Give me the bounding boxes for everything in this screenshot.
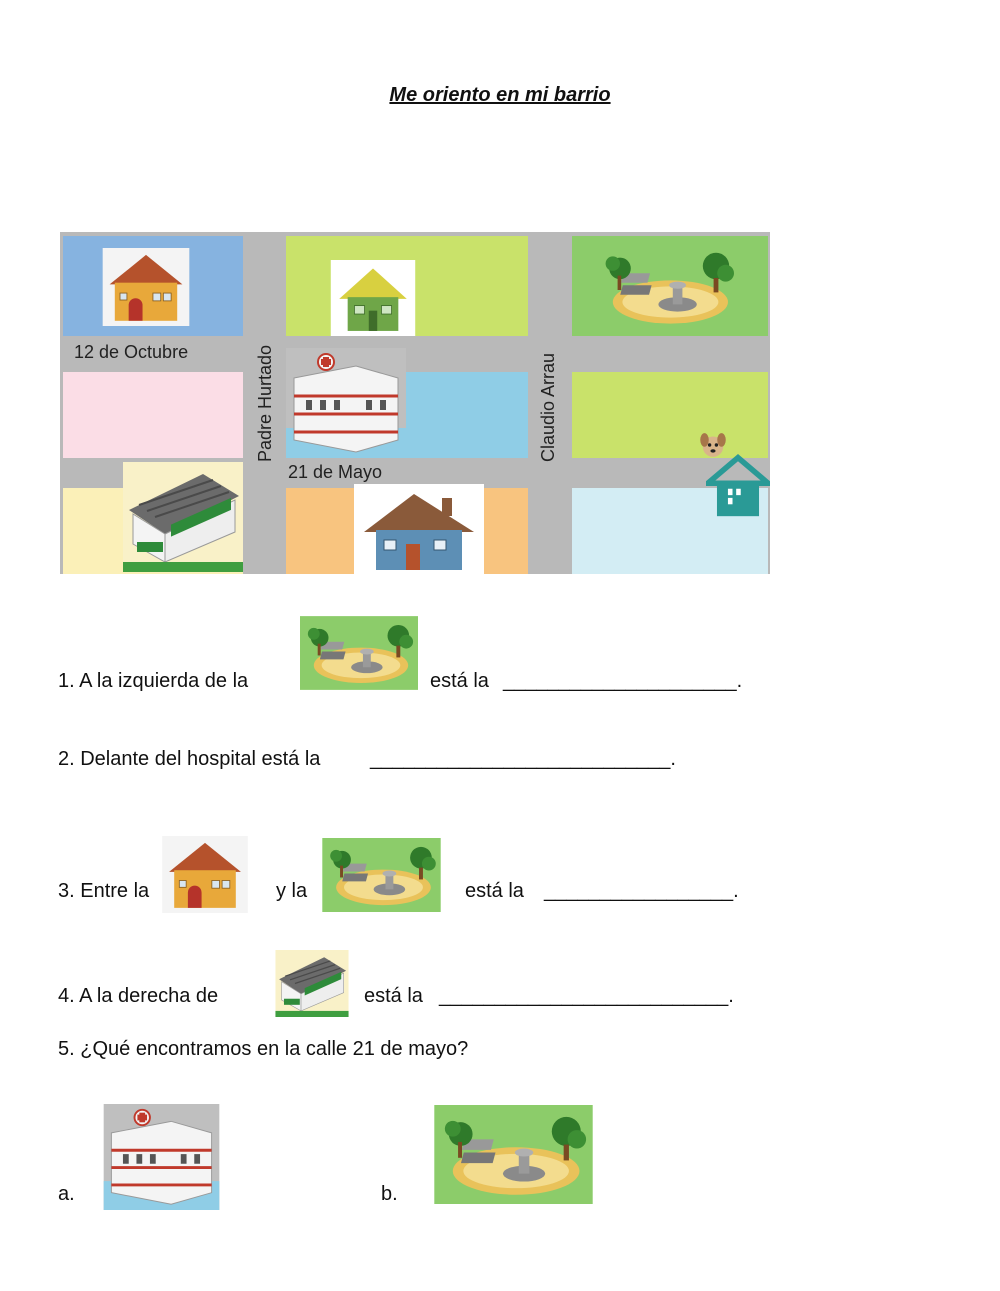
hospital-icon — [286, 348, 406, 458]
answer-blank-4[interactable]: __________________________. — [439, 985, 734, 1007]
question-3-end: está la — [465, 880, 524, 902]
question-1-start: 1. A la izquierda de la — [58, 670, 249, 692]
answer-blank-1[interactable]: _____________________. — [503, 670, 743, 692]
option-a-label: a. — [58, 1183, 75, 1205]
teal-house-icon — [706, 450, 770, 522]
orange-house-icon — [102, 248, 190, 326]
question-3-start: 3. Entre la — [58, 880, 150, 902]
question-4-start: 4. A la derecha de — [58, 985, 219, 1007]
block-mid-right — [572, 372, 768, 458]
question-4-end: está la — [364, 985, 423, 1007]
market-icon — [122, 462, 244, 572]
park-icon — [590, 242, 746, 332]
question-3-middle: y la — [276, 880, 308, 902]
neighborhood-map — [60, 232, 770, 574]
question-2: 2. Delante del hospital está la — [58, 748, 321, 770]
question-1-end: está la — [430, 670, 489, 692]
park-icon[interactable] — [432, 1105, 595, 1204]
park-icon — [300, 616, 418, 690]
park-icon — [322, 838, 441, 912]
street-label-12-de-octubre: 12 de Octubre — [74, 342, 189, 362]
blue-house-icon — [352, 484, 486, 574]
hospital-icon[interactable] — [103, 1104, 220, 1210]
option-b-label: b. — [381, 1183, 398, 1205]
block-mid-left — [63, 372, 243, 458]
green-house-icon — [330, 260, 416, 336]
answer-blank-3[interactable]: _________________. — [544, 880, 739, 902]
orange-house-icon — [161, 836, 249, 913]
street-label-21-de-mayo: 21 de Mayo — [288, 462, 383, 482]
market-icon — [271, 950, 353, 1017]
page-title: Me oriento en mi barrio — [389, 84, 611, 106]
street-label-claudio-arrau: Claudio Arrau — [538, 352, 558, 462]
question-5: 5. ¿Qué encontramos en la calle 21 de mayo? — [58, 1038, 469, 1060]
street-label-padre-hurtado: Padre Hurtado — [255, 344, 275, 462]
answer-blank-2[interactable]: ___________________________. — [370, 748, 676, 770]
